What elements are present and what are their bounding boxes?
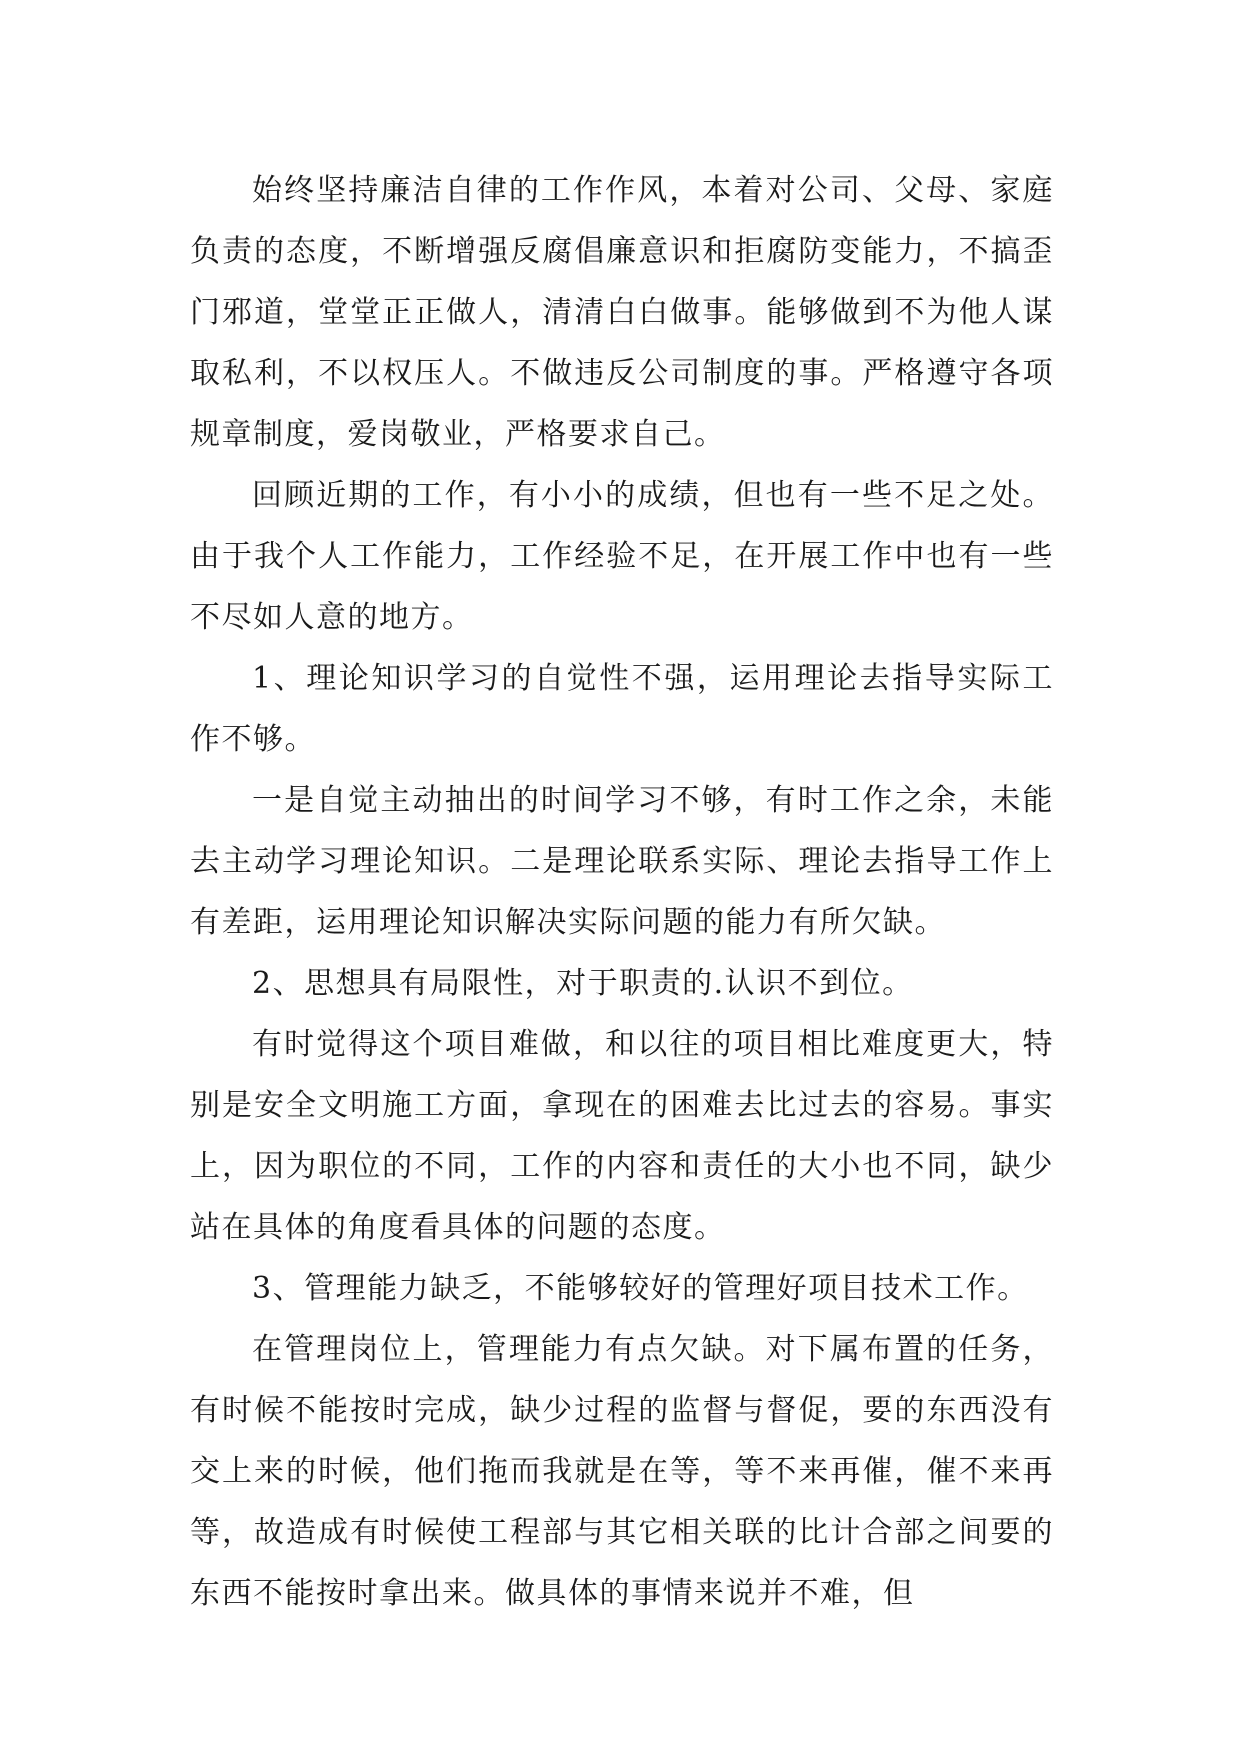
paragraph: 3、管理能力缺乏，不能够较好的管理好项目技术工作。	[252, 1271, 1029, 1306]
paragraph: 2、思想具有局限性，对于职责的.认识不到位。	[252, 966, 914, 1001]
paragraph: 在管理岗位上，管理能力有点欠缺。对下属布置的任务，有时候不能按时完成，缺少过程的监督与督促，要的东西没有交上来的时候，他们拖而我就是在等，等不来再催，催不来再等，故造成有时候使工程部与其它相关联的比计合部之间要的东西不能按时拿出来。做具体的事情来说并不难，但	[190, 1332, 1054, 1611]
paragraph: 回顾近期的工作，有小小的成绩，但也有一些不足之处。由于我个人工作能力，工作经验不足，在开展工作中也有一些不尽如人意的地方。	[190, 478, 1054, 635]
paragraph: 1、理论知识学习的自觉性不强，运用理论去指导实际工作不够。	[190, 661, 1054, 757]
paragraph: 始终坚持廉洁自律的工作作风，本着对公司、父母、家庭负责的态度，不断增强反腐倡廉意识和拒腐防变能力，不搞歪门邪道，堂堂正正做人，清清白白做事。能够做到不为他人谋取私利，不以权压人。不做违反公司制度的事。严格遵守各项规章制度，爱岗敬业，严格要求自己。	[190, 173, 1054, 452]
paragraph: 一是自觉主动抽出的时间学习不够，有时工作之余，未能去主动学习理论知识。二是理论联系实际、理论去指导工作上有差距，运用理论知识解决实际问题的能力有所欠缺。	[190, 783, 1054, 940]
paragraph: 有时觉得这个项目难做，和以往的项目相比难度更大，特别是安全文明施工方面，拿现在的困难去比过去的容易。事实上，因为职位的不同，工作的内容和责任的大小也不同，缺少站在具体的角度看具体的问题的态度。	[190, 1027, 1054, 1245]
document-body	[190, 160, 1054, 1624]
